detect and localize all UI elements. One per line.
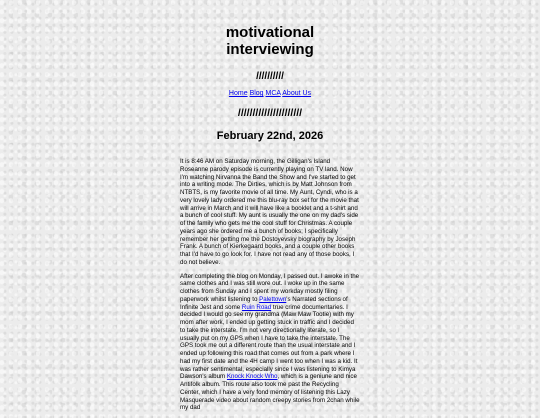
post-text: After completing the blog on Monday, I passed out. I awoke in the same clothes and I was still wore out. I woke up in the same clothes from Sunday and I spent my workday mostly filing paperwork whilst listening to (180, 272, 360, 303)
content-column (180, 0, 360, 418)
nav-link-about[interactable]: About Us (282, 90, 312, 97)
post-text: true crime documentaries. I decided I would go see my grandma (Maw Maw Tootie) with my mom after work, I ended up getting stuck in traffic and I decided to take the interstate. I'm not very directionally literate, so I usually put on my GPS when I have to take the interstate. The GPS took me out a different route than the usual interstate and I ended up following this road that comes out from a park where I had my first date and the 4H camp I went too when I was a kid. It was rather sentimental, especially since I was listening to Kimya Dawson's album (180, 303, 358, 381)
site-title-line-1: motivational (225, 24, 315, 41)
site-title (180, 24, 360, 58)
nav-link-blog[interactable]: Blog (249, 90, 264, 97)
post-paragraph-1: It is 8:46 AM on Saturday morning, the Gilligan's Island Roseanne parody episode is currently playing on TV land. Now I'm watching Nirvanna the Band the Show and I've started to get into a writing mode. The Dirties, which is by Matt Johnson from NTBTS, is my favorite movie of all time. My Aunt, Cyndi, who is a very lovely lady ordered me this blu-ray box set for the movie that will arrive in March and it will have like a booklet and a t-shirt and a bunch of cool stuff. My aunt is usually the one on my dad's side of the family who gets me the cool stuff for Christmas. A couple years ago she ordered me a bunch of books; I specifically remember her getting me the Dostoyevsky biography by Joseph Frank. A bunch of Kierkegaard books, and a couple other books that I'd have to go look for. I have not read any of those books, I do not believe. (180, 158, 359, 266)
divider-long: ////////////////////// (237, 107, 303, 119)
post-body (180, 158, 360, 412)
link-ruin-road[interactable]: Ruin Road (241, 303, 272, 311)
post-text: 's Narrated sections of Infinite Jest and some (180, 295, 348, 311)
post-paragraph-2 (180, 273, 360, 413)
post-text: , which is a geniune and nice Antifolk album. This route also took me past the Recycling Center, which I have a very fond memory of listening this Lazy Masquerade video about random creepy stories from 2chan while my dad (180, 373, 360, 412)
nav-link-home[interactable]: Home (228, 90, 248, 97)
post-date: February 22nd, 2026 (216, 130, 324, 142)
nav-link-mca[interactable]: MCA (265, 90, 281, 97)
divider-short: ////////// (256, 71, 284, 82)
site-title-line-2: interviewing (226, 41, 314, 58)
link-knock-knock-who[interactable]: Knock Knock Who (226, 373, 278, 381)
link-palettown[interactable]: Palettown (259, 295, 287, 303)
site-nav (180, 89, 360, 98)
